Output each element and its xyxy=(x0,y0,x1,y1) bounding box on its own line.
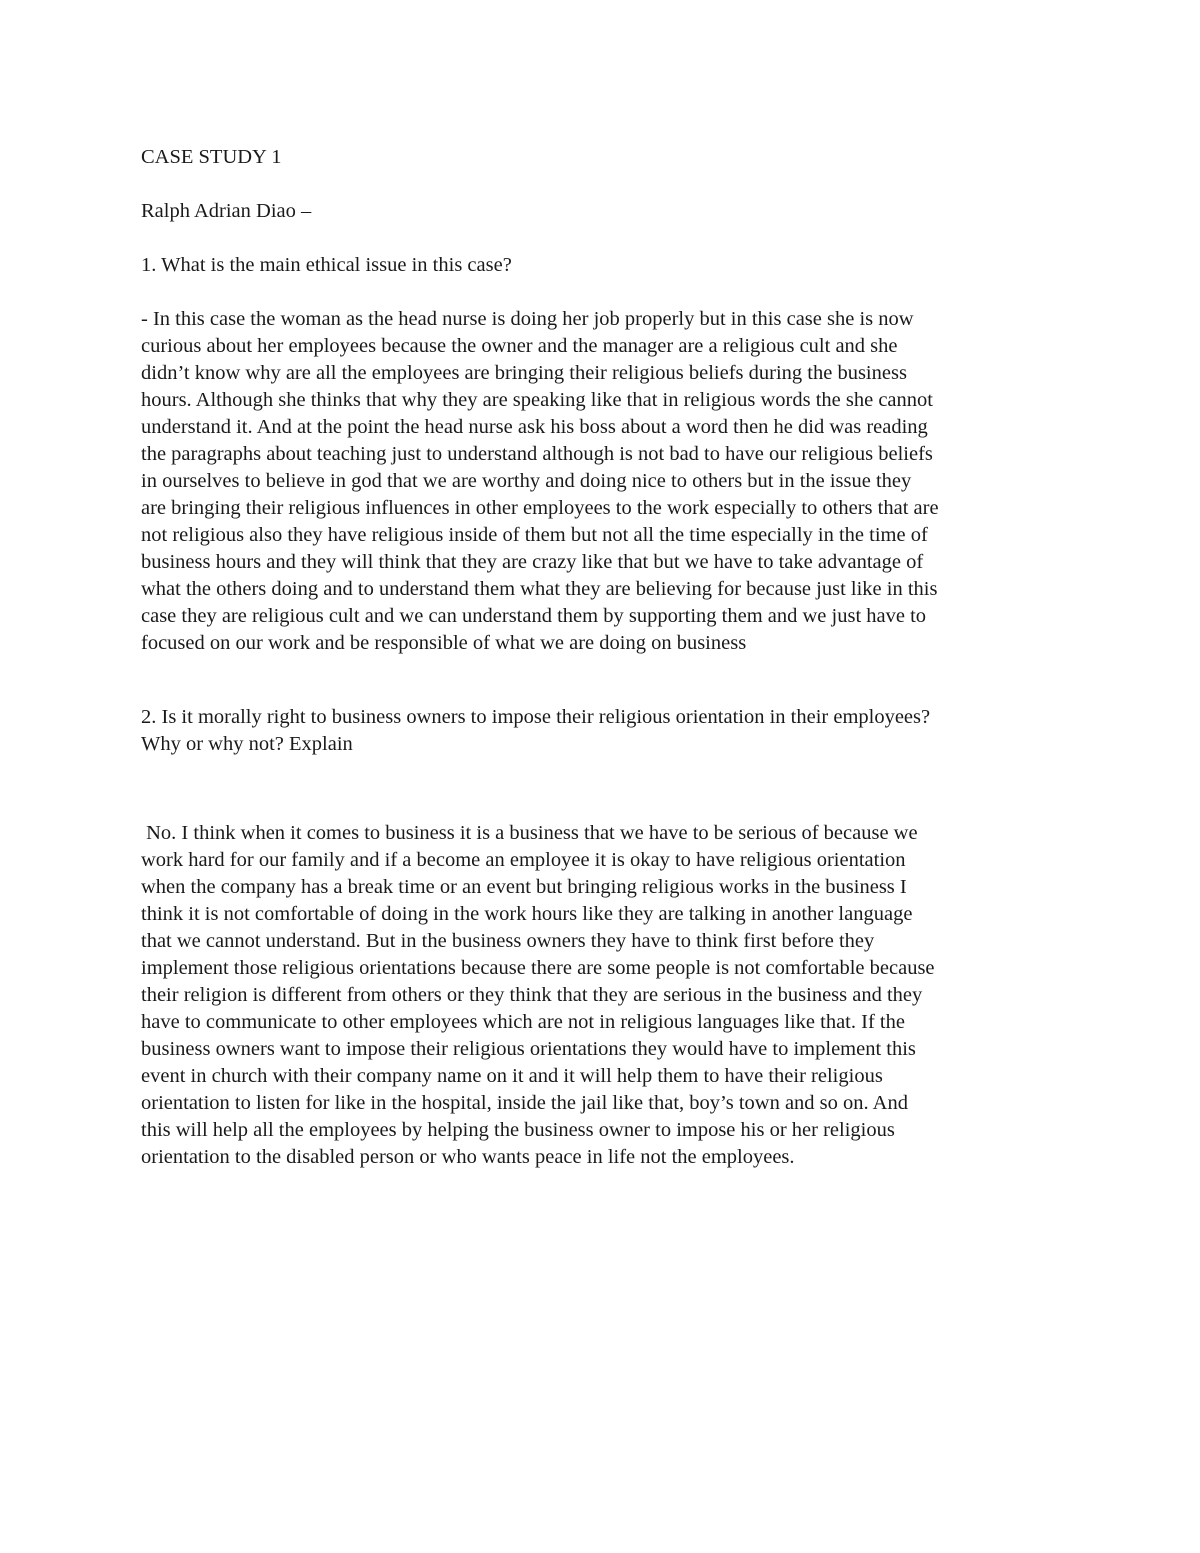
text-line: what the others doing and to understand them what they are believing for because just like in this xyxy=(141,578,938,600)
document-title: CASE STUDY 1 xyxy=(141,146,282,168)
text-line: didn’t know why are all the employees are bringing their religious beliefs during the business xyxy=(141,362,907,384)
text-line: have to communicate to other employees which are not in religious languages like that. If the xyxy=(141,1011,905,1033)
text-line: No. I think when it comes to business it is a business that we have to be serious of because we xyxy=(141,822,918,844)
text-line: the paragraphs about teaching just to understand although is not bad to have our religious beliefs xyxy=(141,443,933,465)
text-line: work hard for our family and if a become an employee it is okay to have religious orientation xyxy=(141,849,906,871)
text-line: - In this case the woman as the head nurse is doing her job properly but in this case she is now xyxy=(141,308,914,330)
text-line: not religious also they have religious inside of them but not all the time especially in the time of xyxy=(141,524,928,546)
text-line: focused on our work and be responsible of what we are doing on business xyxy=(141,632,747,654)
text-line: hours. Although she thinks that why they are speaking like that in religious words the she cannot xyxy=(141,389,933,411)
text-line: curious about her employees because the owner and the manager are a religious cult and she xyxy=(141,335,898,357)
text-line: case they are religious cult and we can understand them by supporting them and we just have to xyxy=(141,605,927,627)
text-line: their religion is different from others or they think that they are serious in the business and they xyxy=(141,984,923,1006)
question-1: 1. What is the main ethical issue in this case? xyxy=(141,254,512,276)
text-line: Why or why not? Explain xyxy=(141,733,353,755)
text-line: 2. Is it morally right to business owners to impose their religious orientation in their employees? xyxy=(141,706,931,728)
text-line: think it is not comfortable of doing in the work hours like they are talking in another language xyxy=(141,903,913,925)
text-line: are bringing their religious influences in other employees to the work especially to others that are xyxy=(141,497,939,519)
text-line: orientation to the disabled person or who wants peace in life not the employees. xyxy=(141,1146,795,1168)
text-line: implement those religious orientations because there are some people is not comfortable because xyxy=(141,957,935,979)
answer-1 xyxy=(141,306,939,657)
text-line: when the company has a break time or an event but bringing religious works in the business I xyxy=(141,876,907,898)
text-line: this will help all the employees by helping the business owner to impose his or her religious xyxy=(141,1119,895,1141)
text-line: understand it. And at the point the head nurse ask his boss about a word then he did was reading xyxy=(141,416,928,438)
author-line: Ralph Adrian Diao – xyxy=(141,200,312,222)
text-line: orientation to listen for like in the hospital, inside the jail like that, boy’s town and so on. And xyxy=(141,1092,908,1114)
text-line: in ourselves to believe in god that we are worthy and doing nice to others but in the issue they xyxy=(141,470,912,492)
answer-2 xyxy=(141,820,935,1171)
text-line: business owners want to impose their religious orientations they would have to implement this xyxy=(141,1038,916,1060)
text-line: business hours and they will think that they are crazy like that but we have to take advantage of xyxy=(141,551,924,573)
text-line: event in church with their company name on it and it will help them to have their religious xyxy=(141,1065,883,1087)
question-2 xyxy=(141,704,930,758)
text-line: that we cannot understand. But in the business owners they have to think first before they xyxy=(141,930,875,952)
